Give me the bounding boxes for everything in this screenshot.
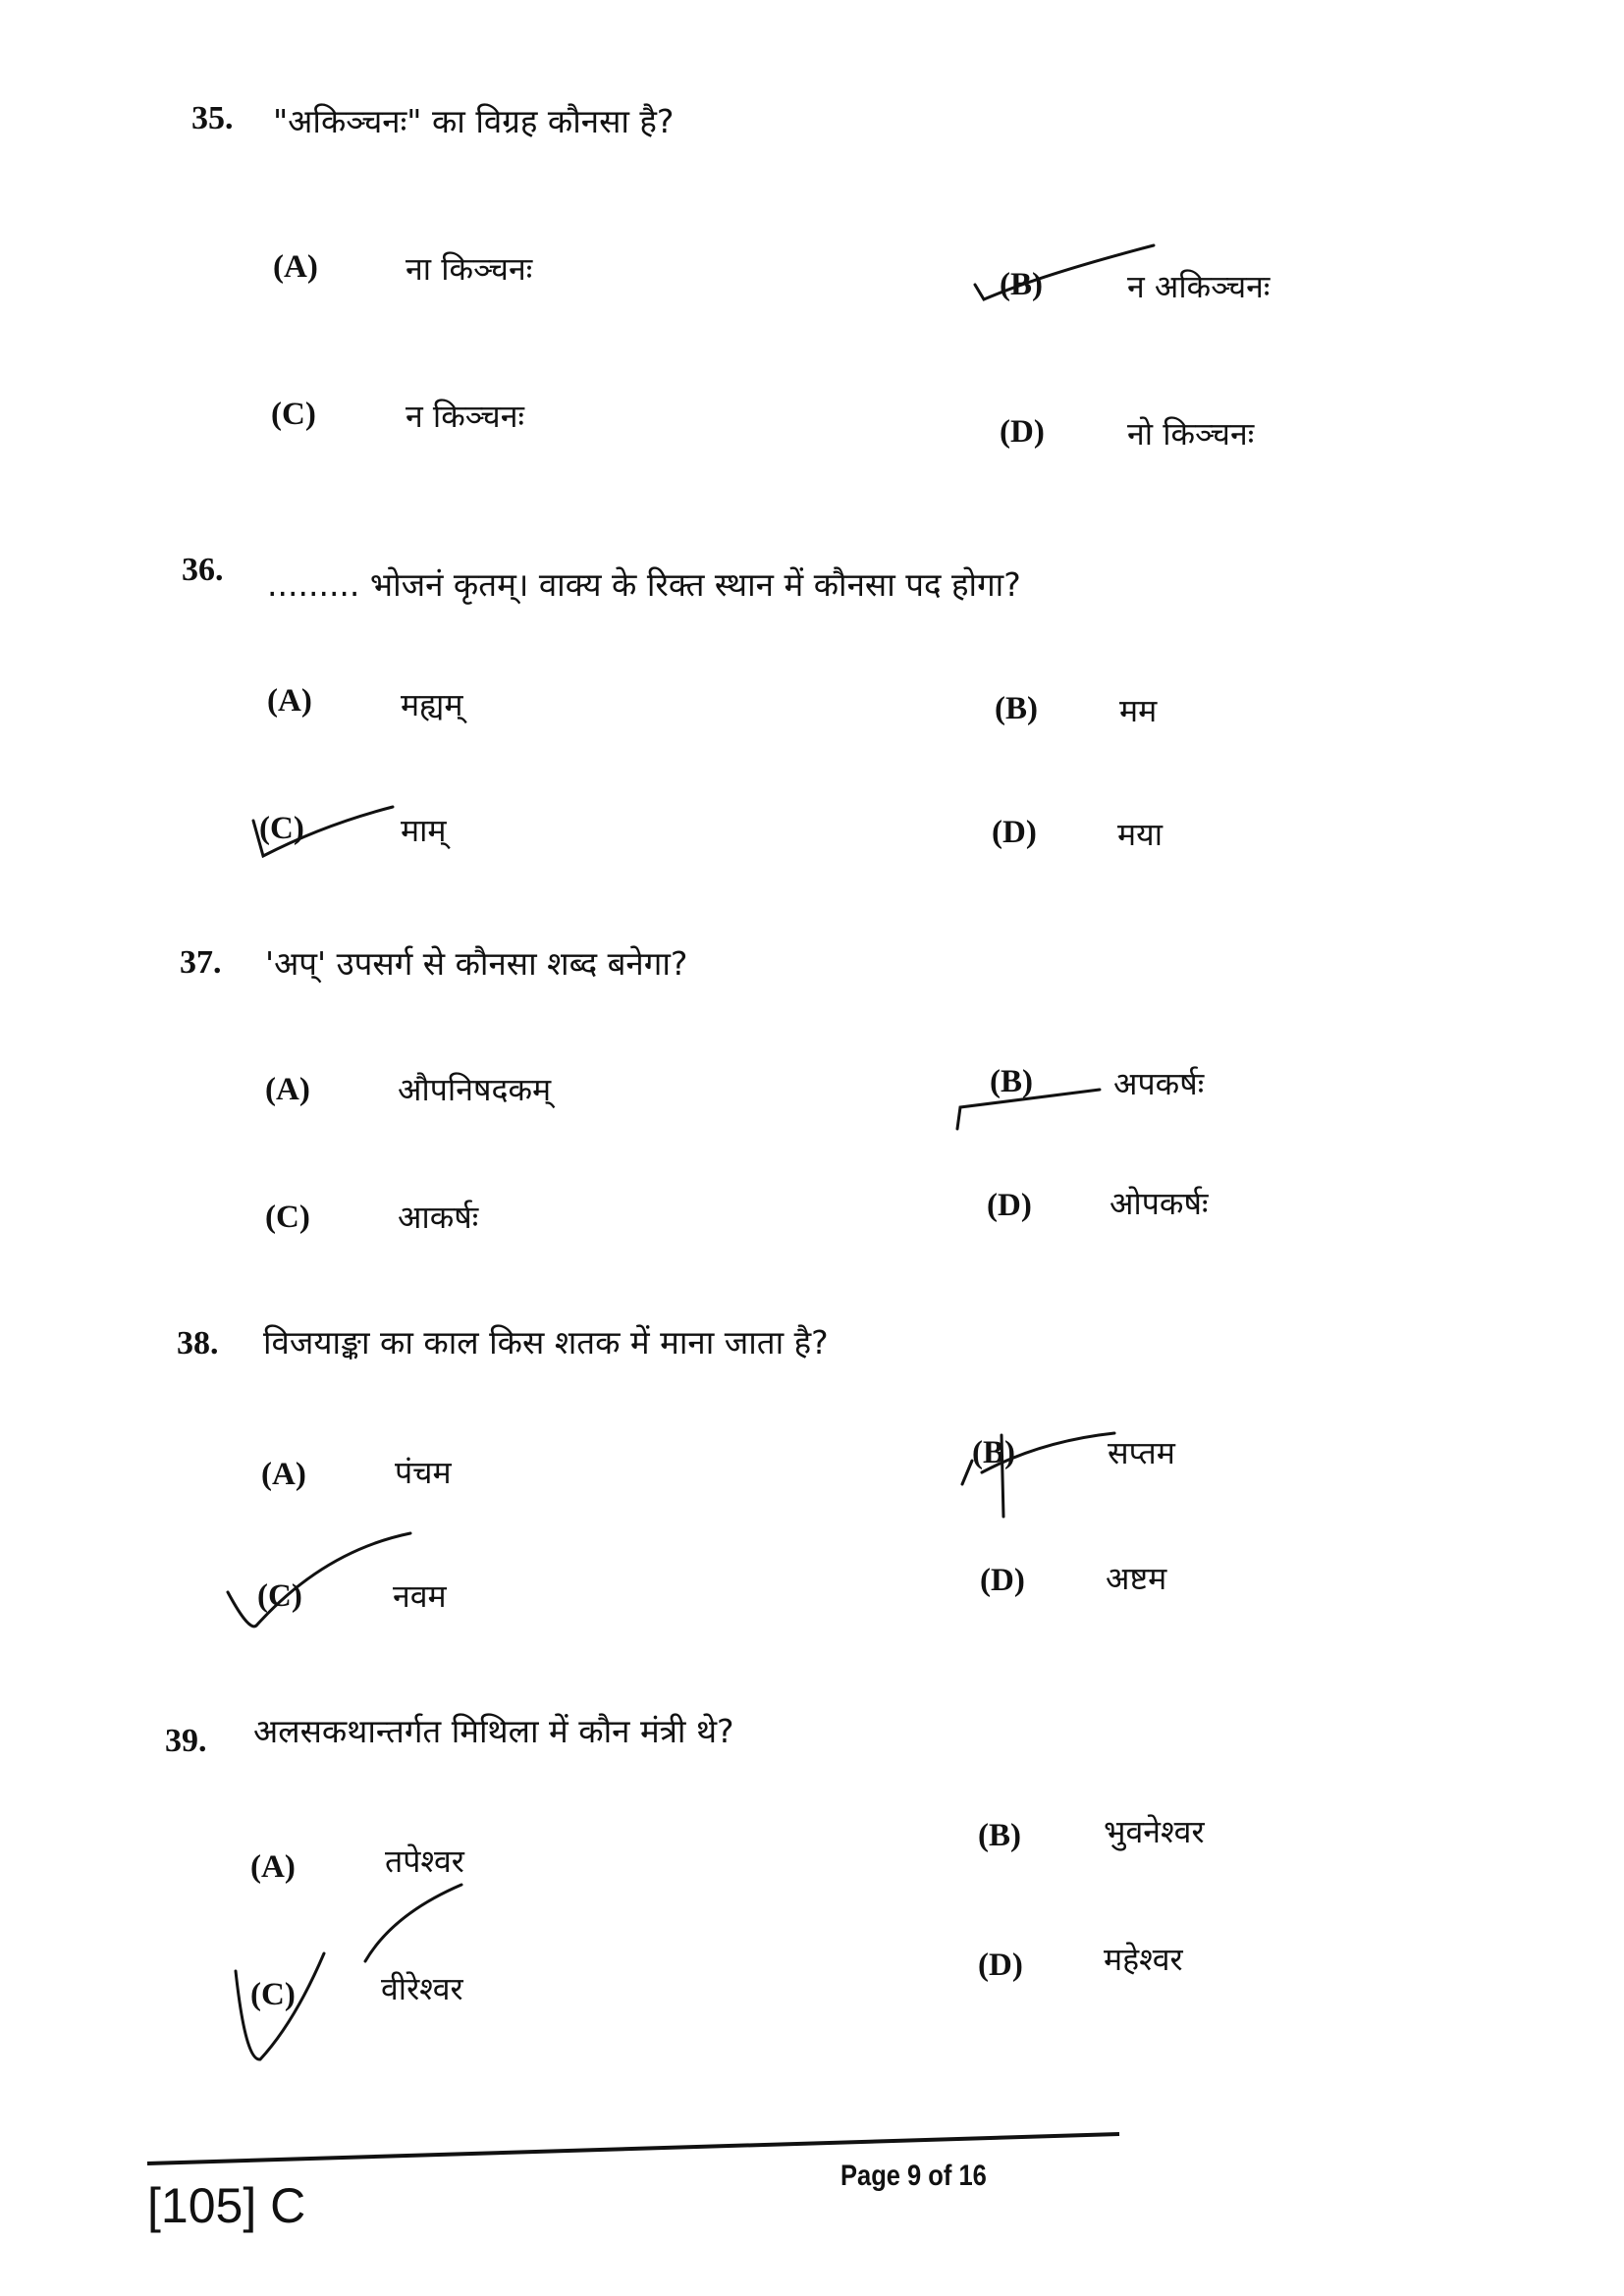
question-35-number: 35. [191,100,234,136]
q36-option-b-label: (B) [995,691,1038,726]
question-36-text: ......... भोजनं कृतम्। वाक्य के रिक्त स्थान में कौनसा पद होगा? [267,565,1021,604]
q39-option-b-label: (B) [978,1818,1021,1853]
q35-option-b-text: न अकिञ्चनः [1127,268,1271,305]
paper-code: [105] C [147,2178,306,2233]
q36-option-c-text: माम् [401,812,447,849]
q36-option-a-label: (A) [267,683,312,719]
q39-option-c-text: वीरेश्वर [381,1970,463,2007]
q39-option-d-text: महेश्वर [1104,1941,1183,1978]
q35-option-a-text: ना किञ्चनः [406,250,533,288]
q36-option-b-text: मम [1119,692,1158,729]
question-37-text: 'अप्' उपसर्ग से कौनसा शब्द बनेगा? [265,944,688,983]
question-38-number: 38. [177,1325,219,1362]
q39-option-a-label: (A) [250,1849,296,1885]
q39-option-d-label: (D) [978,1948,1023,1983]
q35-option-c-text: न किञ्चनः [406,398,524,435]
question-35-text: "अकिञ्चनः" का विग्रह कौनसा है? [273,102,675,140]
q37-option-b-text: अपकर्षः [1113,1065,1205,1102]
q36-option-d-text: मया [1117,816,1163,853]
question-37-number: 37. [180,944,222,981]
q36-option-a-text: मह्यम् [401,686,463,723]
q38-option-a-text: पंचम [395,1454,452,1491]
q35-option-d-text: नो किञ्चनः [1127,415,1255,453]
question-38-text: विजयाङ्का का काल किस शतक में माना जाता है? [263,1323,829,1362]
q35-option-b-label: (B) [1000,267,1043,302]
q38-option-a-label: (A) [261,1457,306,1492]
q38-option-d-text: अष्टम [1106,1560,1167,1597]
q39-option-a-text: तपेश्वर [385,1842,464,1880]
tick-mark-q38-c [228,1533,410,1627]
q39-option-c-label: (C) [250,1977,296,2012]
q37-option-c-label: (C) [265,1200,310,1235]
q35-option-d-label: (D) [1000,414,1045,450]
q37-option-c-text: आकर्षः [398,1199,479,1236]
q38-option-d-label: (D) [980,1563,1025,1598]
page-number: Page 9 of 16 [840,2160,987,2192]
question-39-text: अलसकथान्तर्गत मिथिला में कौन मंत्री थे? [253,1712,734,1750]
question-36-number: 36. [182,552,224,588]
q38-option-c-label: (C) [257,1578,302,1614]
q36-option-d-label: (D) [992,815,1037,850]
q38-option-b-text: सप्तम [1108,1434,1175,1471]
q35-option-a-label: (A) [273,249,318,285]
q37-option-a-text: औपनिषदकम् [398,1071,552,1108]
q38-option-b-label: (B) [972,1435,1015,1470]
q35-option-c-label: (C) [271,397,316,432]
q37-option-d-label: (D) [987,1188,1032,1223]
question-39-number: 39. [165,1723,207,1759]
q39-option-b-text: भुवनेश्वर [1104,1813,1205,1850]
q36-option-c-label: (C) [259,811,304,846]
q38-option-c-text: नवम [393,1577,447,1615]
q37-option-d-text: ओपकर्षः [1110,1185,1209,1222]
q37-option-a-label: (A) [265,1072,310,1107]
q37-option-b-label: (B) [990,1064,1033,1099]
